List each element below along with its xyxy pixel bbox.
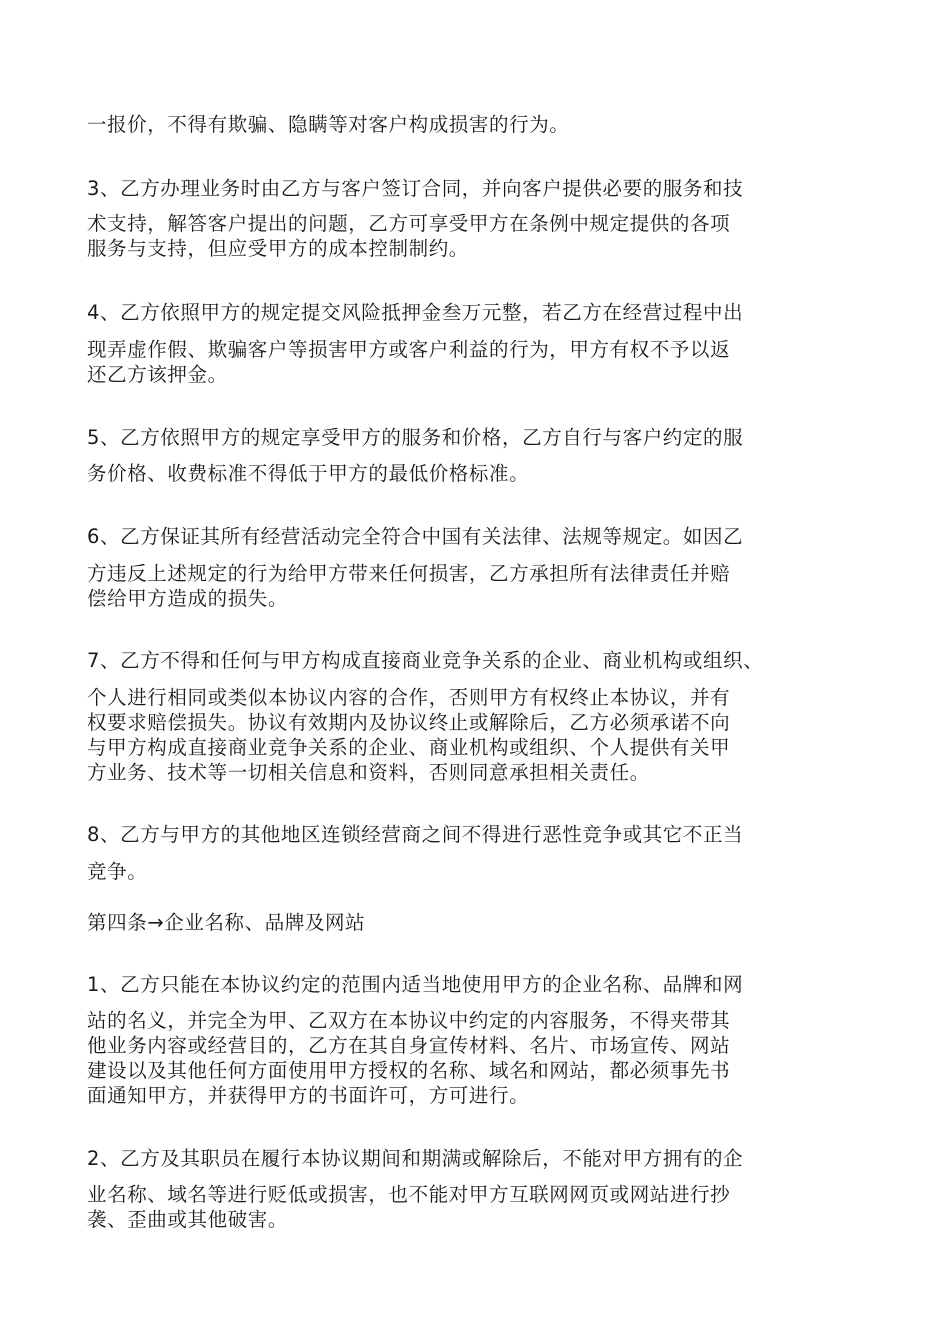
clause-3-line-1: 3、乙方办理业务时由乙方与客户签订合同，并向客户提供必要的服务和技 xyxy=(87,177,744,200)
clause-5-line-1: 5、乙方依照甲方的规定享受甲方的服务和价格，乙方自行与客户约定的服 xyxy=(87,426,744,449)
clause-6-line-2: 方违反上述规定的行为给甲方带来任何损害，乙方承担所有法律责任并赔 xyxy=(87,562,731,585)
clause-5-line-2: 务价格、收费标准不得低于甲方的最低价格标准。 xyxy=(87,462,530,485)
clause-7-line-2: 个人进行相同或类似本协议内容的合作，否则甲方有权终止本协议，并有 xyxy=(87,686,731,709)
clause-6-line-3: 偿给甲方造成的损失。 xyxy=(87,587,289,610)
article-4-clause-1-line-2: 站的名义，并完全为甲、乙双方在本协议中约定的内容服务，不得夹带其 xyxy=(87,1009,731,1032)
clause-7-line-5: 方业务、技术等一切相关信息和资料，否则同意承担相关责任。 xyxy=(87,761,650,784)
clause-4-line-2: 现弄虚作假、欺骗客户等损害甲方或客户利益的行为，甲方有权不予以返 xyxy=(87,338,731,361)
clause-3-line-2: 术支持，解答客户提出的问题，乙方可享受甲方在条例中规定提供的各项 xyxy=(87,212,731,235)
article-4-clause-1-line-1: 1、乙方只能在本协议约定的范围内适当地使用甲方的企业名称、品牌和网 xyxy=(87,973,744,996)
article-4-clause-2-line-3: 袭、歪曲或其他破害。 xyxy=(87,1208,289,1231)
article-4-clause-1-line-4: 建设以及其他任何方面使用甲方授权的名称、域名和网站，都必须事先书 xyxy=(87,1059,731,1082)
paragraph-continuation-line-1: 一报价，不得有欺骗、隐瞒等对客户构成损害的行为。 xyxy=(87,113,570,136)
article-4-clause-1-line-5: 面通知甲方，并获得甲方的书面许可，方可进行。 xyxy=(87,1084,530,1107)
clause-8-line-1: 8、乙方与甲方的其他地区连锁经营商之间不得进行恶性竞争或其它不正当 xyxy=(87,823,744,846)
clause-7-line-1: 7、乙方不得和任何与甲方构成直接商业竞争关系的企业、商业机构或组织、 xyxy=(87,649,764,672)
clause-6-line-1: 6、乙方保证其所有经营活动完全符合中国有关法律、法规等规定。如因乙 xyxy=(87,525,744,548)
article-4-clause-2-line-2: 业名称、域名等进行贬低或损害，也不能对甲方互联网网页或网站进行抄 xyxy=(87,1183,731,1206)
article-4-clause-1-line-3: 他业务内容或经营目的，乙方在其自身宣传材料、名片、市场宣传、网站 xyxy=(87,1034,731,1057)
section-heading-article-4: 第四条→企业名称、品牌及网站 xyxy=(87,911,366,934)
clause-3-line-3: 服务与支持，但应受甲方的成本控制制约。 xyxy=(87,237,469,260)
clause-4-line-1: 4、乙方依照甲方的规定提交风险抵押金叁万元整，若乙方在经营过程中出 xyxy=(87,301,744,324)
clause-8-line-2: 竞争。 xyxy=(87,860,148,883)
clause-7-line-4: 与甲方构成直接商业竞争关系的企业、商业机构或组织、个人提供有关甲 xyxy=(87,736,731,759)
clause-4-line-3: 还乙方该押金。 xyxy=(87,363,228,386)
article-4-clause-2-line-1: 2、乙方及其职员在履行本协议期间和期满或解除后，不能对甲方拥有的企 xyxy=(87,1147,744,1170)
clause-7-line-3: 权要求赔偿损失。协议有效期内及协议终止或解除后，乙方必须承诺不向 xyxy=(87,711,731,734)
